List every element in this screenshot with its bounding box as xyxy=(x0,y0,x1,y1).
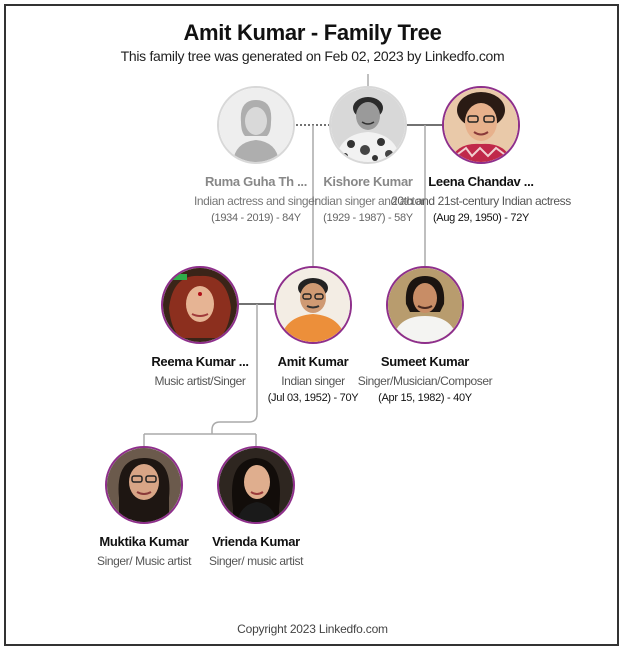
page-subtitle: This family tree was generated on Feb 02, 2023 by Linkedfo.com xyxy=(120,48,505,64)
person-description: Singer/ Music artist xyxy=(96,554,192,568)
person-name: Kishore Kumar xyxy=(323,174,413,189)
person-dates: (1934 - 2019) - 84Y xyxy=(211,212,301,224)
person-sumeet[interactable] xyxy=(325,266,525,404)
person-name: Amit Kumar xyxy=(277,354,349,369)
person-description: Singer/Musician/Composer xyxy=(357,374,493,388)
page-title: Amit Kumar - Family Tree xyxy=(183,20,442,45)
person-vrienda[interactable] xyxy=(156,446,356,568)
person-photo xyxy=(386,266,464,344)
person-description: Indian singer xyxy=(281,374,345,388)
person-photo xyxy=(329,86,407,164)
person-description: Indian singer and actor xyxy=(311,194,425,208)
person-name: Sumeet Kumar xyxy=(380,354,470,369)
person-name: Leena Chandav ... xyxy=(428,174,534,189)
person-dates: (Jul 03, 1952) - 70Y xyxy=(267,392,359,404)
person-description: Singer/ music artist xyxy=(208,554,304,568)
person-description: Music artist/Singer xyxy=(154,374,246,388)
person-description: Indian actress and singer xyxy=(193,194,319,208)
person-name: Muktika Kumar xyxy=(99,534,189,549)
footer-copyright: Copyright 2023 Linkedfo.com xyxy=(237,622,388,636)
person-dates: (Apr 15, 1982) - 40Y xyxy=(378,392,472,404)
person-dates: (Aug 29, 1950) - 72Y xyxy=(432,212,530,224)
person-description: 20th and 21st-century Indian actress xyxy=(391,194,571,208)
person-name: Ruma Guha Th ... xyxy=(204,174,308,189)
person-photo xyxy=(217,446,295,524)
person-name: Vrienda Kumar xyxy=(212,534,300,549)
person-dates: (1929 - 1987) - 58Y xyxy=(323,212,413,224)
person-name: Reema Kumar ... xyxy=(151,354,249,369)
person-kishore[interactable] xyxy=(268,86,468,224)
